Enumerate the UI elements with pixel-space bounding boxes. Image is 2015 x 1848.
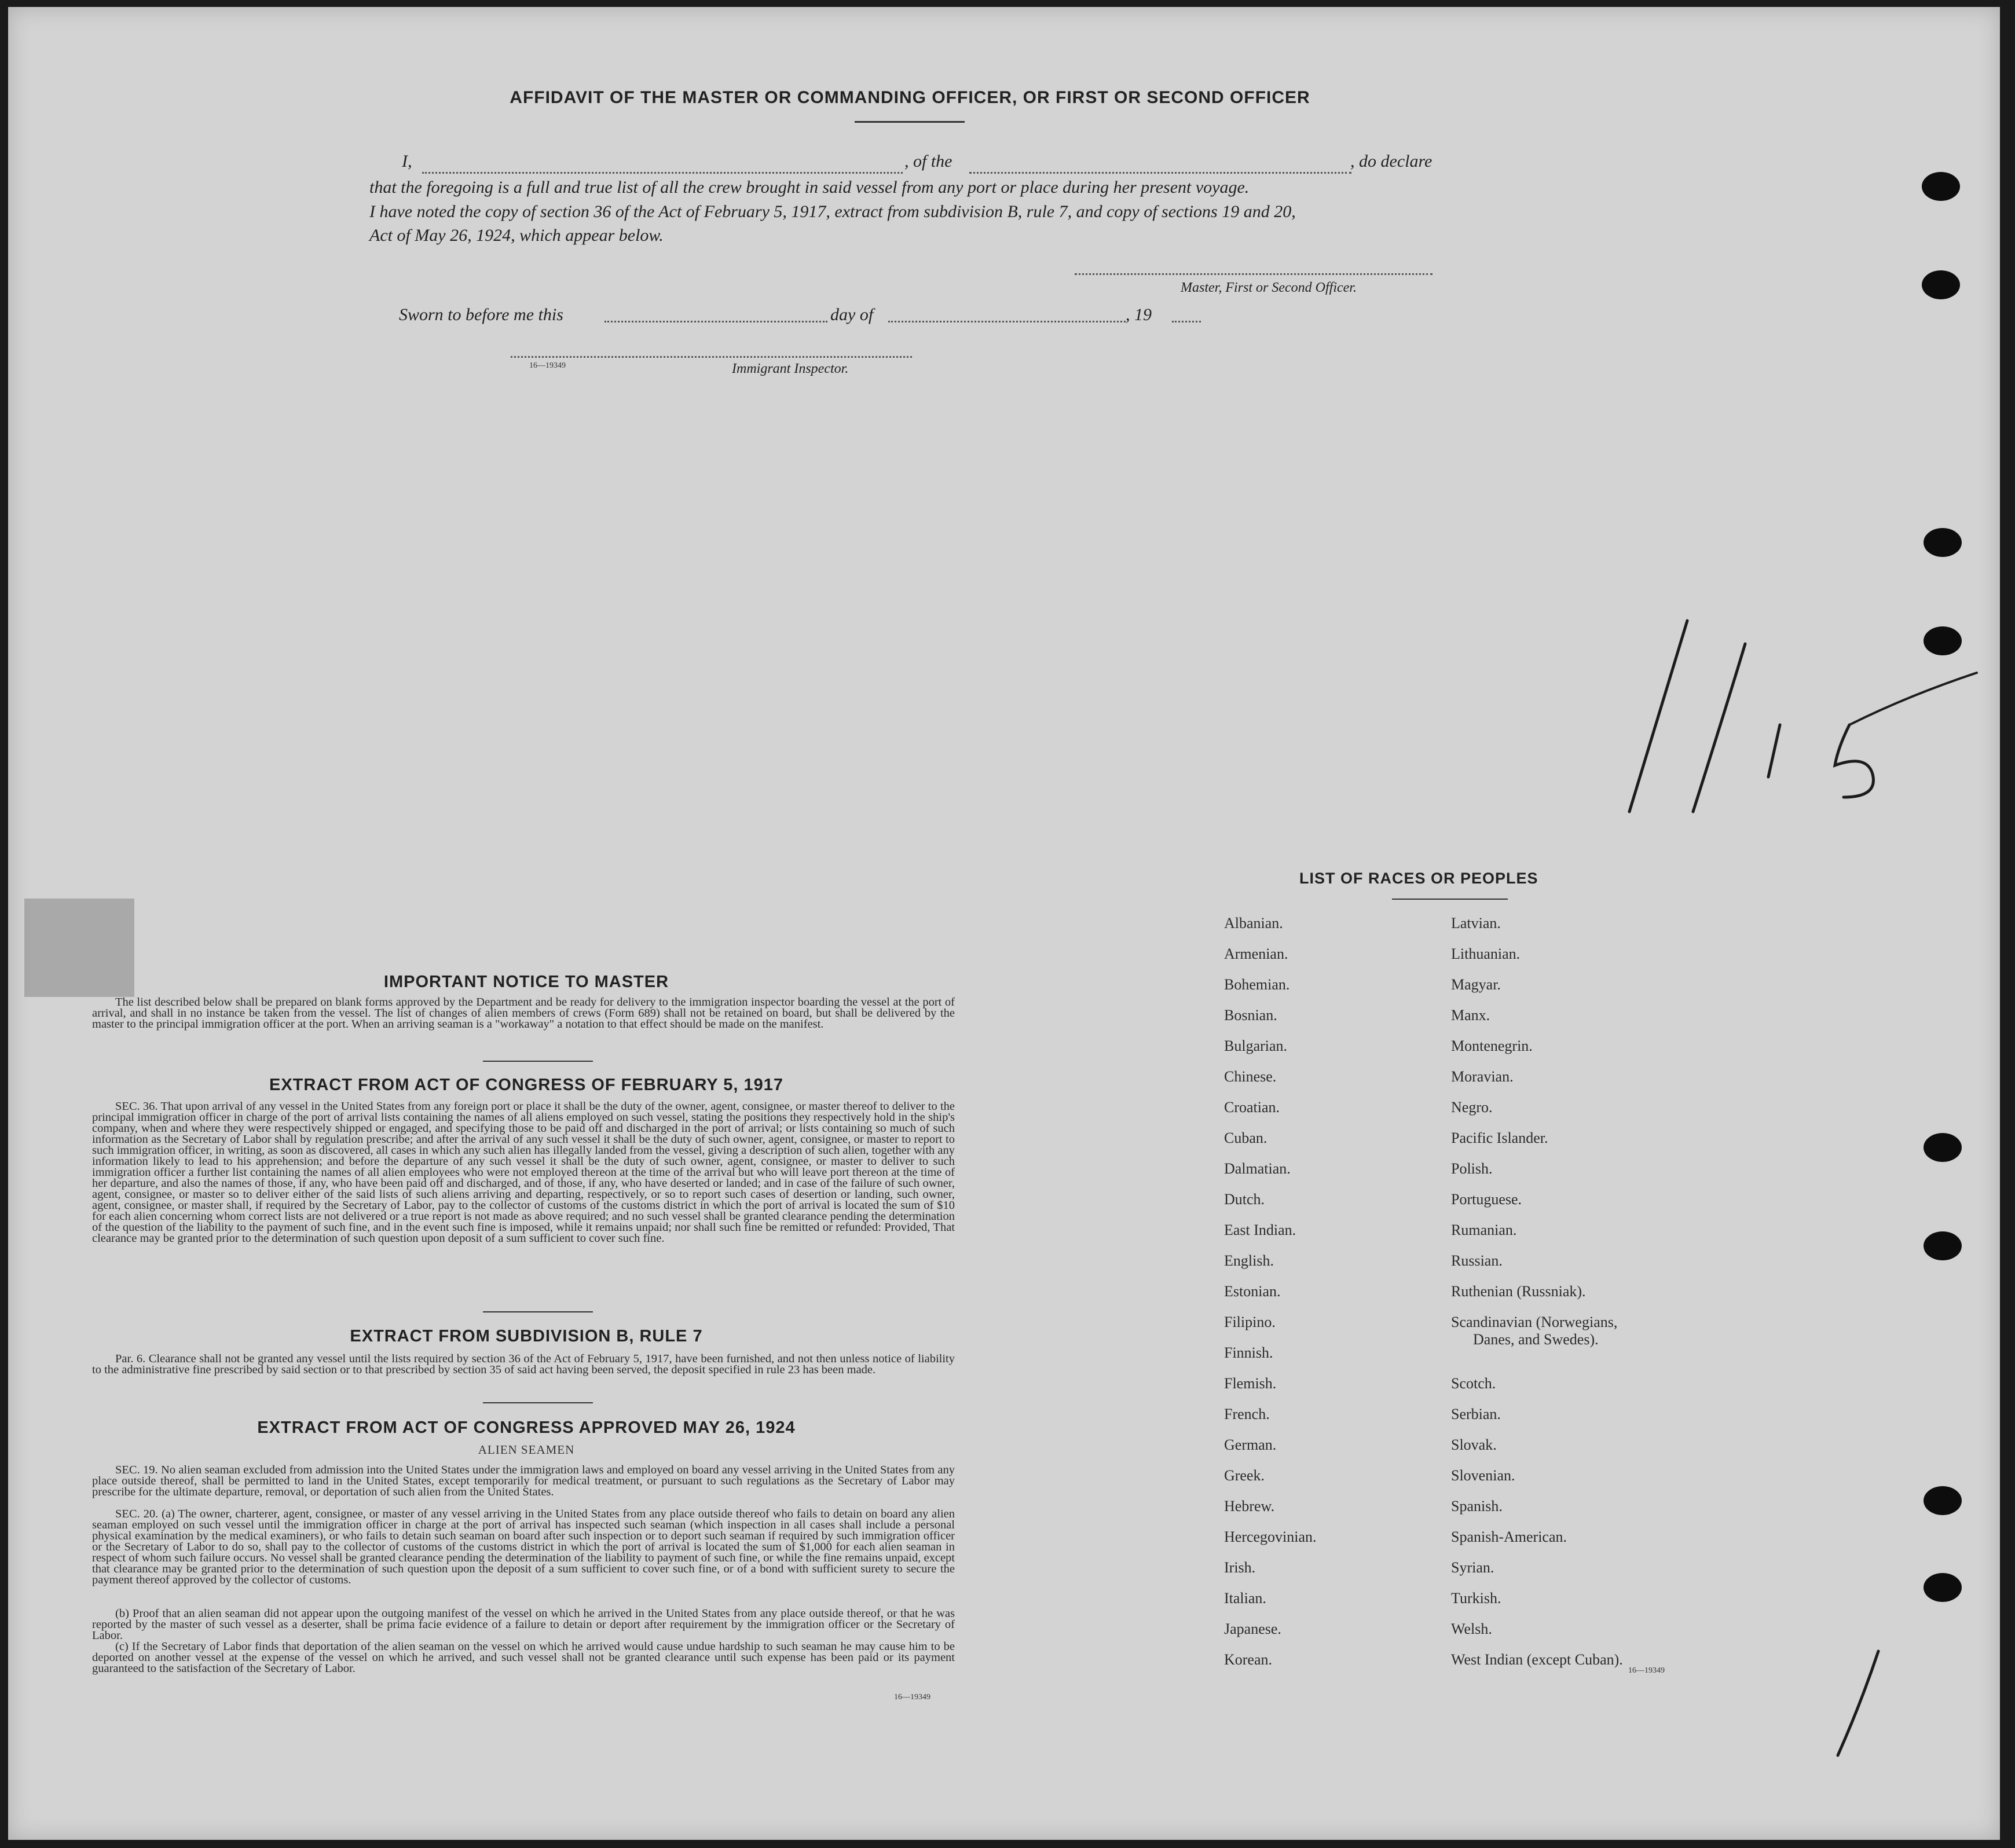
affidavit-form-number: 16—19349	[529, 361, 566, 370]
punch-hole	[1924, 626, 1962, 655]
sworn-label: Sworn to before me this	[399, 305, 563, 324]
handwritten-corner-mark	[1826, 1640, 1896, 1767]
race-item: Portuguese.	[1451, 1191, 1522, 1208]
affidavit-of-the-label: , of the	[904, 152, 952, 171]
race-item: Cuban.	[1224, 1130, 1267, 1146]
race-item: Polish.	[1451, 1160, 1493, 1177]
affidavit-title: AFFIDAVIT OF THE MASTER OR COMMANDING OFFICER, OR FIRST OR SECOND OFFICER	[510, 88, 1310, 107]
race-item: Lithuanian.	[1451, 945, 1521, 962]
extract-rule7-title: EXTRACT FROM SUBDIVISION B, RULE 7	[350, 1327, 703, 1345]
race-item: Armenian.	[1224, 945, 1288, 962]
race-item: Italian.	[1224, 1590, 1266, 1607]
affidavit-line2: that the foregoing is a full and true list of all the crew brought in said vessel from any port or place during her present voyage.	[369, 178, 1250, 197]
race-item: Ruthenian (Russniak).	[1451, 1283, 1586, 1300]
race-item: Serbian.	[1451, 1406, 1501, 1422]
race-item: Latvian.	[1451, 915, 1501, 932]
affidavit-title-rule	[855, 121, 965, 123]
race-item: Pacific Islander.	[1451, 1130, 1548, 1146]
race-item: Bosnian.	[1224, 1007, 1277, 1024]
race-item: Finnish.	[1224, 1344, 1273, 1361]
punch-hole	[1924, 1486, 1962, 1515]
race-item: Filipino.	[1224, 1314, 1276, 1330]
extract-1924-sec20b: (b) Proof that an alien seaman did not appear upon the outgoing manifest of the vessel on which he arrived in the United States from any place outside thereof, or that he was reported by the master of such vessel as a deserter, shall be prima facie evidence of a failure to detain or deport after requirement by the immigration officer or the Secretary of Labor.	[92, 1607, 955, 1642]
punch-hole	[1924, 528, 1962, 557]
notice-rule	[483, 1061, 593, 1062]
races-form-number: 16—19349	[1628, 1666, 1665, 1675]
race-item: Russian.	[1451, 1252, 1503, 1269]
race-item: Danes, and Swedes).	[1473, 1331, 1599, 1348]
extract-1924-subtitle: ALIEN SEAMEN	[478, 1443, 575, 1457]
race-item: Moravian.	[1451, 1068, 1514, 1085]
race-item: Magyar.	[1451, 976, 1501, 993]
race-item: Hebrew.	[1224, 1498, 1275, 1515]
race-item: Greek.	[1224, 1467, 1265, 1484]
sworn-year-blank[interactable]	[1172, 321, 1201, 322]
race-item: Bohemian.	[1224, 976, 1290, 993]
race-item: Dalmatian.	[1224, 1160, 1291, 1177]
extract-rule7-text: Par. 6. Clearance shall not be granted any vessel until the lists required by section 36 of the Act of February 5, 1917, have been furnished, and not then unless notice of liability to the administrative fine prescribed by said section or to that prescribed by section 35 of said act having been served, the deposit specified in rule 23 has been made.	[92, 1352, 955, 1376]
day-of-label: day of	[830, 305, 874, 324]
punch-hole	[1924, 1133, 1962, 1162]
race-item: Montenegrin.	[1451, 1037, 1533, 1054]
race-item: West Indian (except Cuban).	[1451, 1651, 1623, 1668]
extract-1924-sec20c: (c) If the Secretary of Labor finds that deportation of the alien seaman on the vessel on which he arrived would cause undue hardship to such seaman he may cause him to be deported on another vessel at the expense of the vessel on which he arrived, and such vessel shall not be granted clearance until such expense has been paid or its payment guaranteed to the satisfaction of the Secretary of Labor.	[92, 1640, 955, 1675]
race-item: Korean.	[1224, 1651, 1273, 1668]
race-item: Estonian.	[1224, 1283, 1281, 1300]
race-item: Turkish.	[1451, 1590, 1501, 1607]
race-item: Welsh.	[1451, 1620, 1492, 1637]
race-item: Negro.	[1451, 1099, 1493, 1116]
master-signature-line[interactable]	[1075, 273, 1433, 275]
extract-1917-title: EXTRACT FROM ACT OF CONGRESS OF FEBRUARY 5, 1917	[269, 1076, 784, 1094]
race-item: Flemish.	[1224, 1375, 1277, 1392]
punch-hole	[1924, 1231, 1962, 1260]
name-blank[interactable]	[422, 172, 903, 174]
race-item: German.	[1224, 1436, 1277, 1453]
races-rule	[1392, 899, 1508, 900]
extract-form-number: 16—19349	[894, 1693, 930, 1702]
extract-1917-rule	[483, 1311, 593, 1312]
punch-hole	[1924, 1573, 1962, 1602]
notice-title: IMPORTANT NOTICE TO MASTER	[383, 973, 669, 991]
races-title: LIST OF RACES OR PEOPLES	[1299, 870, 1538, 887]
sworn-month-blank[interactable]	[888, 321, 1126, 322]
affidavit-line3: I have noted the copy of section 36 of the Act of February 5, 1917, extract from subdivision B, rule 7, and copy of sections 19 and 20,	[369, 202, 1296, 221]
punch-hole	[1922, 172, 1960, 201]
race-item: Albanian.	[1224, 915, 1283, 932]
race-item: English.	[1224, 1252, 1274, 1269]
year-label: , 19	[1126, 305, 1152, 324]
race-item: Scandinavian (Norwegians,	[1451, 1314, 1618, 1330]
race-item: Manx.	[1451, 1007, 1490, 1024]
race-item: Slovenian.	[1451, 1467, 1515, 1484]
extract-1924-sec20a: SEC. 20. (a) The owner, charterer, agent, consignee, or master of any vessel arriving in the United States from any place outside thereof who fails to detain on board any alien seaman employed on such vessel until the immigration officer in charge at the port of arrival has inspected such seaman (which inspection in all cases shall include a personal physical examination by the medical examiners), or who fails to detain such seaman on board after such inspection or to deport such seaman if required by such immigration officer or the Secretary of Labor to do so, shall pay to the collector of customs of the customs district in which the port of arrival is located the sum of $1,000 for each alien seaman in respect of whom such failure occurs. No vessel shall be granted clearance pending the determination of the liability to payment of such fine, or while the fine remains unpaid, except that clearance may be granted prior to the determination of such question upon the deposit of a sum sufficient to cover such fine, or of a bond with sufficient surety to secure the payment thereof approved by the collector of customs.	[92, 1508, 955, 1586]
race-item: Dutch.	[1224, 1191, 1265, 1208]
affidavit-declare-label: , do declare	[1350, 152, 1433, 171]
race-item: Spanish-American.	[1451, 1528, 1567, 1545]
extract-1924-title: EXTRACT FROM ACT OF CONGRESS APPROVED MAY 26, 1924	[257, 1418, 796, 1437]
race-item: Syrian.	[1451, 1559, 1494, 1576]
race-item: Rumanian.	[1451, 1222, 1517, 1238]
inspector-signature-line[interactable]	[511, 356, 912, 358]
extract-rule7-rule	[483, 1402, 593, 1403]
affidavit-i-label: I,	[402, 152, 412, 171]
master-signature-label: Master, First or Second Officer.	[1181, 280, 1357, 295]
extract-1917-text: SEC. 36. That upon arrival of any vessel in the United States from any foreign port or place it shall be the duty of the owner, agent, consignee, or master thereof to deliver to the principal immigration officer in charge of the port of arrival lists containing the names of all aliens employed on such vessel, stating the positions they respectively hold in the ship's company, when and where they were respectively shipped or engaged, and specifying those to be paid off and discharged in the port of arrival; or lists containing so much of such information as the Secretary of Labor shall by regulation prescribe; and after the arrival of any such vessel it shall be the duty of such owner, agent, consignee, or master to report to such immigration officer, in writing, as soon as discovered, all cases in which any such alien has illegally landed from the vessel, giving a description of such alien, together with any information likely to lead to his apprehension; and before the departure of any such vessel it shall be the duty of such owner, agent, consignee, or master to deliver to such immigration officer a further list containing the names of all alien employees who were not employed thereon at the time of the arrival but who will leave port thereon at the time of her departure, and also the names of those, if any, who have been paid off and discharged, and of those, if any, who have deserted or landed; and in case of the failure of such owner, agent, consignee, or master so to deliver either of the said lists of such aliens arriving and departing, respectively, or so to report such cases of desertion or landing, such owner, agent, consignee, or master shall, if required by the Secretary of Labor, pay to the collector of customs of the customs district in which the port of arrival is located the sum of $10 for each alien concerning whom correct lists are not delivered or a true report is not made as above required; and no such vessel shall be granted clearance pending the determination of the question of the liability to the payment of such fine, and in the event such fine is imposed, while it remains unpaid; nor shall such fine be remitted or refunded: Provided, That clearance may be granted prior to the determination of such question upon deposit of a sum sufficient to cover such fine.	[92, 1100, 955, 1245]
vessel-blank[interactable]	[969, 172, 1351, 174]
sworn-day-blank[interactable]	[604, 321, 827, 322]
race-item: Croatian.	[1224, 1099, 1280, 1116]
affidavit-line4: Act of May 26, 1924, which appear below.	[369, 226, 664, 245]
inspector-label: Immigrant Inspector.	[732, 361, 849, 376]
document-page	[8, 7, 2000, 1840]
punch-hole	[1922, 270, 1960, 299]
race-item: Chinese.	[1224, 1068, 1277, 1085]
race-item: Spanish.	[1451, 1498, 1503, 1515]
race-item: Irish.	[1224, 1559, 1256, 1576]
race-item: Slovak.	[1451, 1436, 1497, 1453]
race-item: Scotch.	[1451, 1375, 1496, 1392]
race-item: Bulgarian.	[1224, 1037, 1288, 1054]
notice-text: The list described below shall be prepared on blank forms approved by the Department and be ready for delivery to the immigration inspector boarding the vessel at the port of arrival, and shall in no instance be taken from the vessel. The list of changes of alien members of crews (Form 689) shall not be retained on board, but shall be delivered by the master to the principal immigration officer at the port. When an arriving seaman is a "workaway" a notation to that effect should be made on the manifest.	[92, 996, 955, 1031]
race-item: Japanese.	[1224, 1620, 1281, 1637]
race-item: Hercegovinian.	[1224, 1528, 1317, 1545]
extract-1924-sec19: SEC. 19. No alien seaman excluded from admission into the United States under the immigration laws and employed on board any vessel arriving in the United States from any place outside thereof, shall be permitted to land in the United States, except temporarily for medical treatment, or pursuant to such regulations as the Secretary of Labor may prescribe for the ultimate departure, removal, or deportation of such alien from the United States.	[92, 1464, 955, 1498]
race-item: East Indian.	[1224, 1222, 1296, 1238]
race-item: French.	[1224, 1406, 1270, 1422]
